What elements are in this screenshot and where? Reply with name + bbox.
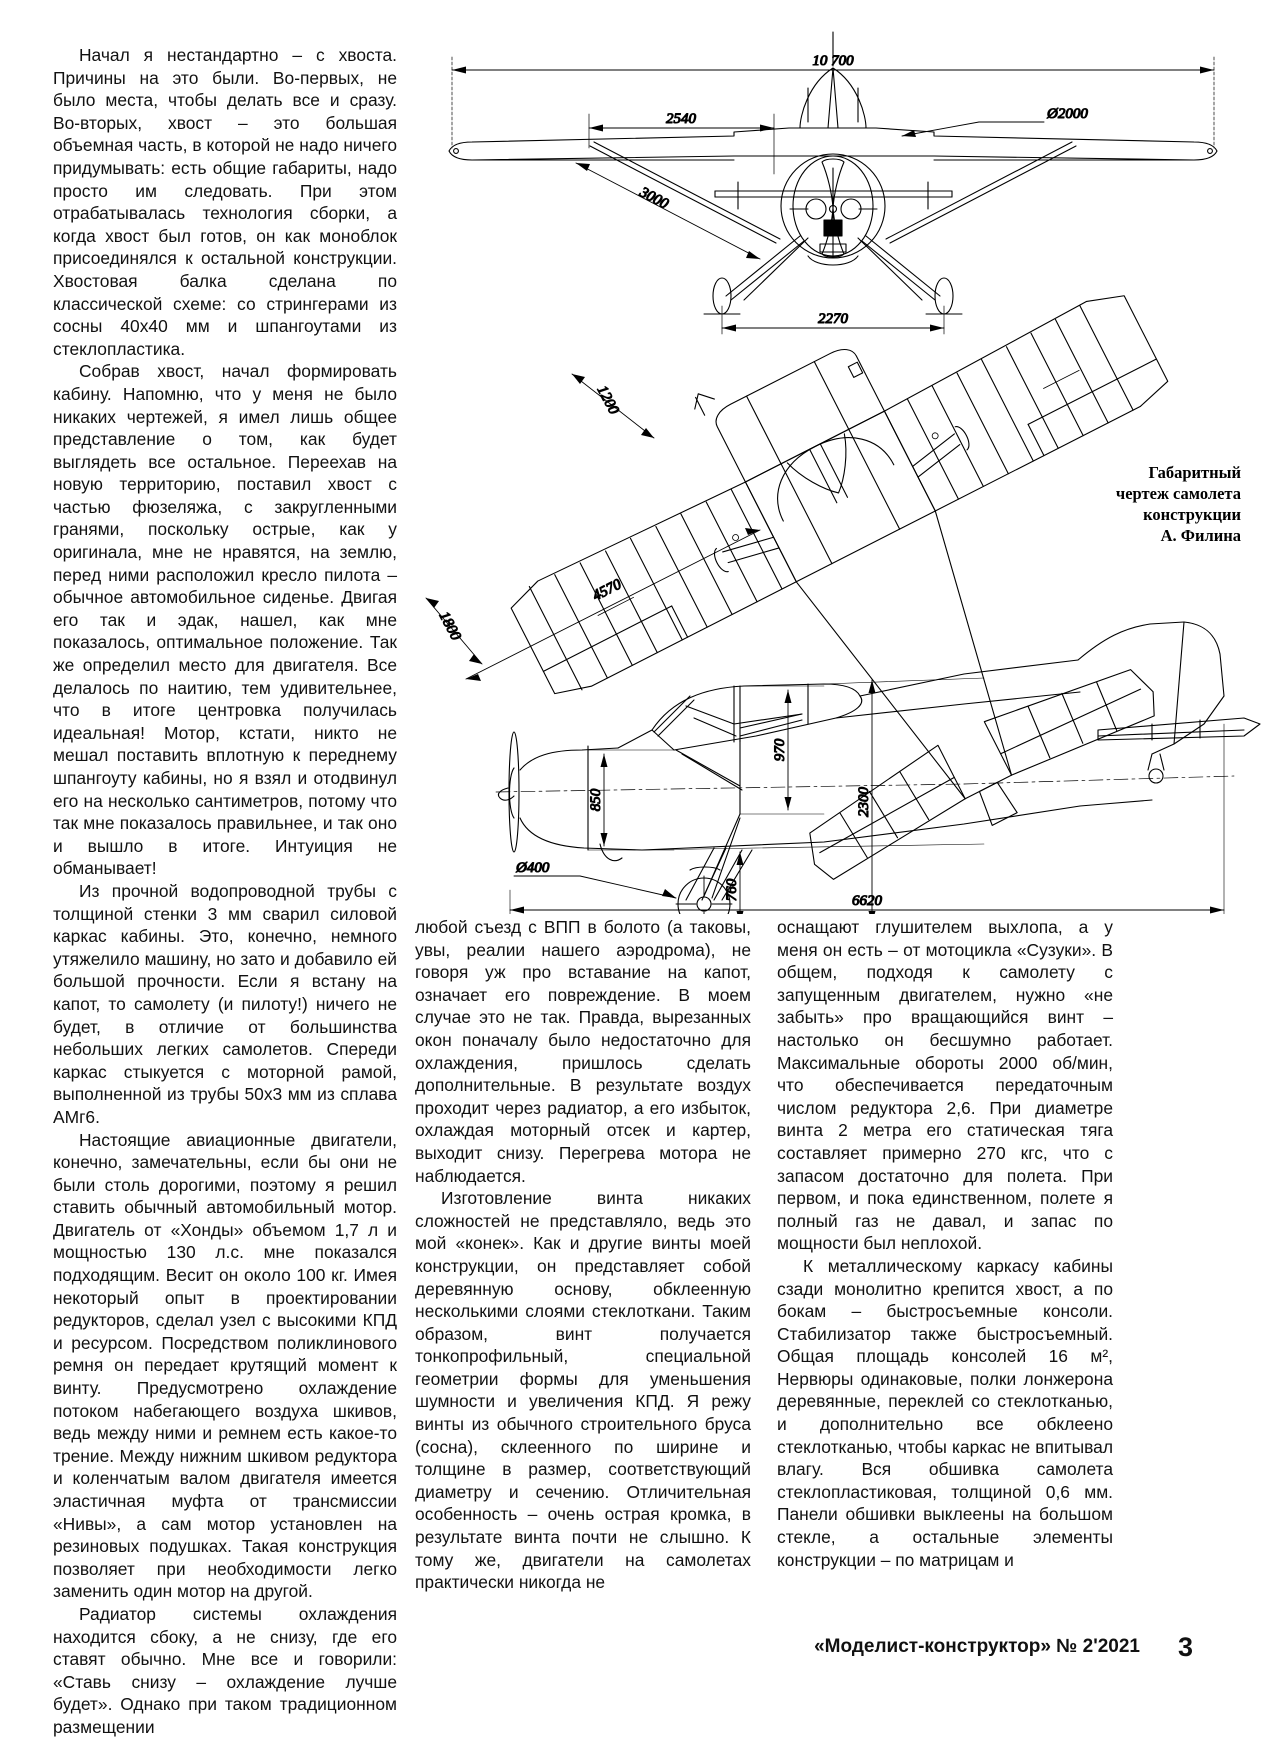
dim-gear-height: 760: [724, 878, 740, 902]
side-view: [464, 622, 1263, 914]
bottom-column-left: [53, 916, 389, 1594]
dim-wingspan: 10 700: [812, 53, 854, 69]
paragraph: Из прочной водопроводной трубы с толщиной стенки 3 мм сварил силовой каркас кабины. Это, конечно, немного утяжелило машину, но зато и добавило ей большой прочности. Если я встану на капот, то самолету (и пилоту!) ничего не будет, в отличие от большинства небольших легких самолетов. Спереди каркас стыкуется с моторной рамой, выполненной из трубы 50х3 мм из сплава АМг6.: [53, 880, 397, 1127]
paragraph: любой съезд с ВПП в болото (а таковы, увы, реалии нашего аэродрома), не говоря уж про вставание на капот, означает его повреждение. В моем случае это не так. Правда, вырезанных окон поначалу было недостаточно для охлаждения, пришлось сделать дополнительные. В результате воздух проходит через радиатор, а его избыток, охлаждая моторный отсек и картер, выходит снизу. Перегрева мотора не наблюдается.: [415, 917, 751, 1186]
figure-caption: [1031, 462, 1241, 546]
bottom-columns: [53, 916, 1113, 1594]
dim-overall-height: 2300: [856, 787, 872, 817]
bottom-column-right: [777, 916, 1113, 1594]
page-footer: [0, 1632, 1263, 1666]
dim-wing-chord: 1800: [435, 609, 464, 644]
dim-wing-half-span: 4570: [590, 576, 625, 605]
dim-tail-span: 1200: [593, 383, 622, 418]
paragraph: Начал я нестандартно – с хвоста. Причины на это были. Во-первых, не было места, чтобы делать все и сразу. Во-вторых, хвост – это большая объемная часть, в которой не надо ничего придумывать: есть общие габариты, надо просто им следовать. При этом отрабатывалась технология сборки, а когда хвост был готов, он как моноблок присоединялся к остальной конструкции. Хвостовая балка сделана по классической схеме: со стрингерами из сосны 40х40 мм и шпангоутами из стеклопластика.: [53, 45, 397, 359]
bottom-column-middle: [415, 916, 751, 1594]
dim-cabin-height: 970: [772, 738, 788, 762]
dim-strut-span: 2540: [666, 111, 696, 127]
paragraph: Радиатор системы охлаждения находится сбоку, а не снизу, где его ставят обычно. Мне все и говорили: «Ставь снизу – охлаждение лучше будет». Однако при таком традиционном размещении: [53, 1603, 397, 1737]
plan-view: [426, 201, 1263, 914]
front-view: [449, 32, 1217, 334]
page-number: 3: [1178, 1632, 1194, 1662]
magazine-title: «Моделист-конструктор» № 2'2021: [814, 1636, 1140, 1657]
paragraph: Собрав хвост, начал формировать кабину. Напомню, что у меня не было никаких чертежей, я имел лишь общее представление о том, как будет выглядеть все остальное. Переехав на новую территорию, поставил хвост с частью фюзеляжа, с закругленными гранями, поскольку острые, как у оригинала, мне не нравятся, на землю, перед ними расположил кресло пилота – обычное автомобильное сиденье. Двигая его так и эдак, нашел, как мне показалось, оптимальное положение. Так же определил место для двигателя. Все делалось по наитию, тем удивительнее, что в итоге центровка получилась идеальная! Мотор, кстати, никто не мешал поставить вплотную к переднему шпангоуту кабины, но я взял и отодвинул его на несколько сантиметров, потому что так мне показалось правильнее, и так оно и вышло в итоге. Интуиция не обманывает!: [53, 361, 397, 879]
paragraph: К металлическому каркасу кабины сзади монолитно крепится хвост, а по бокам – быстросъемные консоли. Стабилизатор также быстросъемный. Общая площадь консолей 16 м², Нервюры одинаковые, полки лонжерона деревянные, переклей со стеклотканью, и дополнительно все обклеено стеклотканью, чтобы каркас не впитывал влагу. Вся обшивка самолета стеклопластиковая, толщиной 0,6 мм. Панели обшивки выклеены на большом стекле, а остальные элементы конструкции – по матрицам и: [777, 1255, 1113, 1570]
dim-prop-diameter: Ø2000: [1047, 106, 1088, 122]
caption-line: конструкции: [1143, 505, 1241, 524]
paragraph: оснащают глушителем выхлопа, а у меня он есть – от мотоцикла «Сузуки». В общем, подходя к самолету с запущенным двигателем, нужно «не забыть» про вращающийся винт – настолько он бесшумно работает. Максимальные обороты 2000 об/мин, что обеспечивается передаточным числом редуктора 2,6. При диаметре винта 2 метра его статическая тяга составляет примерно 270 кгс, что с запасом достаточно для полета. При первом, и пока единственном, полете я полный газ не давал, и запас по мощности был неплохой.: [777, 917, 1113, 1254]
caption-line: чертеж самолета: [1115, 484, 1241, 503]
caption-line: А. Филина: [1160, 526, 1241, 545]
dim-fuselage-length: 6620: [852, 893, 882, 909]
paragraph: Изготовление винта никаких сложностей не представляло, ведь это мой «конек». Как и другие винты моей конструкции, он представляет собой деревянную основу, обклеенную несколькими слоями стеклоткани. Таким образом, винт получается тонкопрофильный, специальной геометрии формы для уменьшения шумности и увеличения КПД. Я режу винты из обычного строительного бруса (сосна), склеенного по ширине и толщине в размер, соответствующий диаметру и сечению. Отличительная особенность – очень острая кромка, в результате винта почти не слышно. К тому же, двигатели на самолетах практически никогда не: [415, 1188, 751, 1593]
dim-cowl-height: 850: [588, 788, 604, 812]
paragraph: Настоящие авиационные двигатели, конечно, замечательны, если бы они не были столь дорогими, поэтому я решил ставить обычный автомобильный мотор. Двигатель от «Хонды» объемом 1,7 л и мощностью 130 л.с. мне показался подходящим. Весит он около 100 кг. Имея некоторый опыт в проектировании редукторов, сделал узел с высокими КПД и ресурсом. Посредством поликлинового ремня он передает крутящий момент к винту. Предусмотрено охлаждение потоком набегающего воздуха шкивов, ведь между ними и ремнем есть какое-то трение. Между нижним шкивом редуктора и коленчатым валом двигателя имеется эластичная муфта от трансмиссии «Нивы», а сам мотор установлен на резиновых подушках. Такая конструкция позволяет при необходимости легко заменить один мотор на другой.: [53, 1129, 397, 1602]
caption-line: Габаритный: [1148, 463, 1241, 482]
dim-wheel-diameter: Ø400: [516, 860, 550, 876]
dim-strut-length: 3000: [636, 184, 671, 213]
dim-track: 2270: [818, 311, 848, 327]
